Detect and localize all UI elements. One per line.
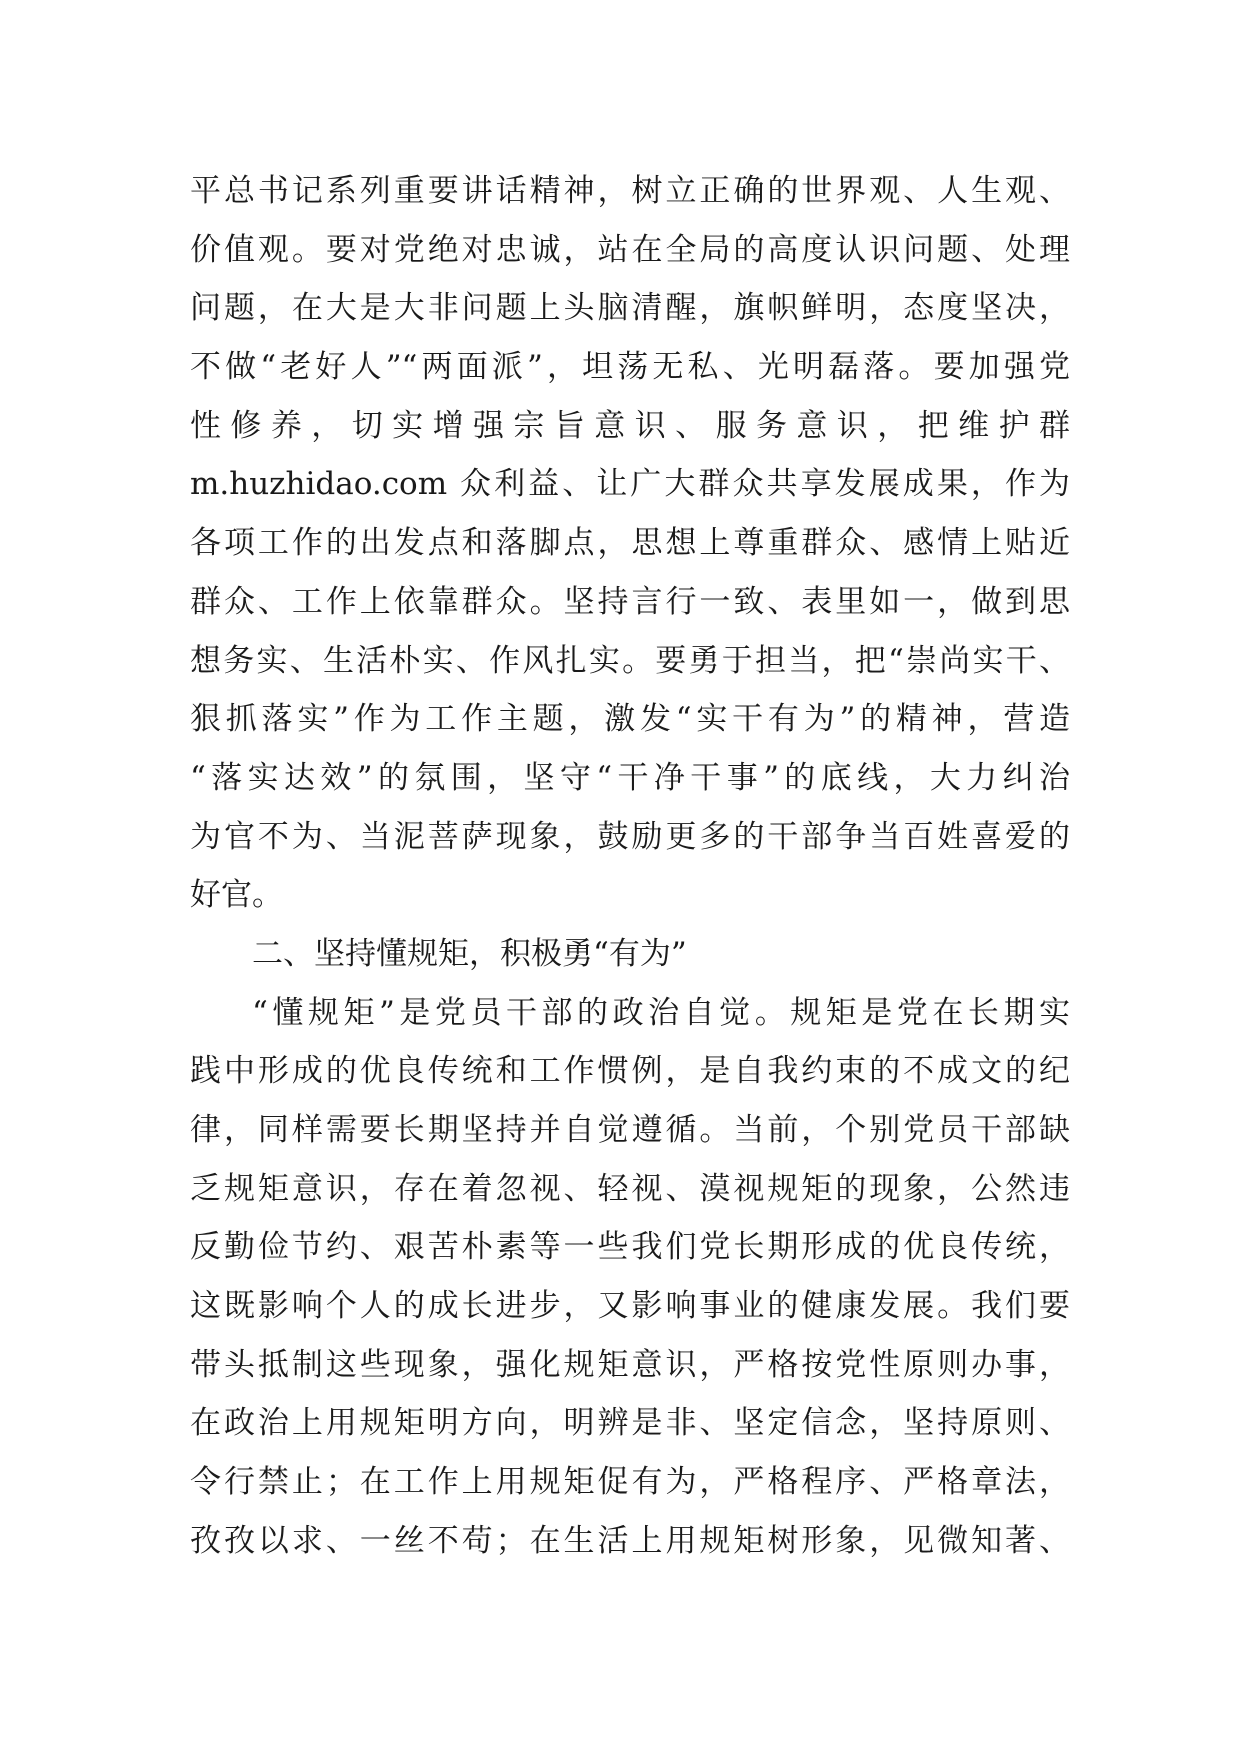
text-line: 各项工作的出发点和落脚点，思想上尊重群众、感情上贴近 [190,525,1070,562]
text-line: 狠抓落实”作为工作主题，激发“实干有为”的精神，营造 [190,701,1070,738]
text-line: 不做“老好人”“两面派”，坦荡无私、光明磊落。要加强党 [190,349,1070,386]
text-line: 孜孜以求、一丝不苟；在生活上用规矩树形象，见微知著、 [190,1522,1070,1559]
text-line: 反勤俭节约、艰苦朴素等一些我们党长期形成的优良传统， [190,1229,1070,1266]
text-line: 这既影响个人的成长进步，又影响事业的健康发展。我们要 [190,1288,1070,1325]
text-line: 平总书记系列重要讲话精神，树立正确的世界观、人生观、 [190,173,1070,209]
text-line: 性修养，切实增强宗旨意识、服务意识，把维护群 [190,407,1070,444]
text-line: 律，同样需要长期坚持并自觉遵循。当前，个别党员干部缺 [190,1112,1070,1148]
text-line: “落实达效”的氛围，坚守“干净干事”的底线，大力纠治 [190,759,1070,796]
body-text [190,162,1070,1571]
text-line: 带头抵制这些现象，强化规矩意识，严格按党性原则办事， [190,1346,1070,1383]
text-line: 践中形成的优良传统和工作惯例，是自我约束的不成文的纪 [190,1053,1070,1090]
text-line: 问题，在大是大非问题上头脑清醒，旗帜鲜明，态度坚决， [190,290,1070,327]
text-line: 价值观。要对党绝对忠诚，站在全局的高度认识问题、处理 [190,231,1070,268]
text-line: 在政治上用规矩明方向，明辨是非、坚定信念，坚持原则、 [190,1405,1070,1442]
text-line: 为官不为、当泥菩萨现象，鼓励更多的干部争当百姓喜爱的 [190,818,1070,855]
text-line: 好官。 [190,877,283,914]
text-line: 想务实、生活朴实、作风扎实。要勇于担当，把“崇尚实干、 [190,642,1070,679]
text-line: m.huzhidao.com 众利益、让广大群众共享发展成果，作为 [190,466,1070,503]
paragraph-first-line: “懂规矩”是党员干部的政治自觉。规矩是党在长期实 [252,994,1070,1031]
text-line: 群众、工作上依靠群众。坚持言行一致、表里如一，做到思 [190,583,1070,620]
text-line: 令行禁止；在工作上用规矩促有为，严格程序、严格章法， [190,1464,1070,1501]
text-line: 乏规矩意识，存在着忽视、轻视、漠视规矩的现象，公然违 [190,1170,1070,1207]
section-heading: 二、坚持懂规矩，积极勇“有为” [252,935,687,972]
